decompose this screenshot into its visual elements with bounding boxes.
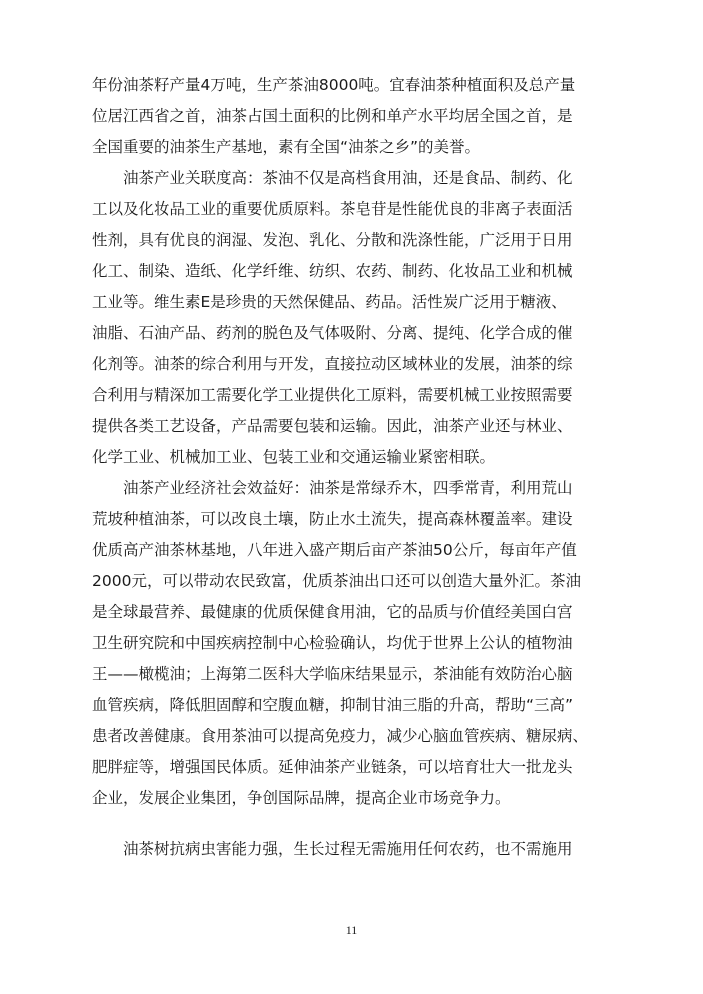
text-line: 化工、制染、造纸、化学纤维、纺织、农药、制药、化妆品工业和机械	[92, 262, 573, 280]
text-line: 性剂，具有优良的润湿、发泡、乳化、分散和洗涤性能，广泛用于日用	[92, 231, 573, 249]
text-line: 荒坡种植油茶，可以改良土壤，防止水土流失，提高森林覆盖率。建设	[92, 510, 573, 528]
text-line: 优质高产油茶林基地，八年进入盛产期后亩产茶油50公斤，每亩年产值	[92, 541, 577, 559]
text-line: 油茶树抗病虫害能力强，生长过程无需施用任何农药，也不需施用	[92, 840, 573, 858]
text-line: 油脂、石油产品、药剂的脱色及气体吸附、分离、提纯、化学合成的催	[92, 324, 573, 342]
text-line: 油茶产业关联度高：茶油不仅是高档食用油，还是食品、制药、化	[92, 169, 573, 187]
page-number: 11	[345, 923, 358, 937]
text-line: 企业，发展企业集团，争创国际品牌，提高企业市场竞争力。	[92, 789, 511, 807]
text-line: 患者改善健康。食用茶油可以提高免疫力，减少心脑血管疾病、糖尿病、	[92, 727, 589, 745]
text-line: 合利用与精深加工需要化学工业提供化工原料，需要机械工业按照需要	[92, 386, 573, 404]
text-line: 位居江西省之首，油茶占国土面积的比例和单产水平均居全国之首，是	[92, 107, 573, 125]
text-line: 是全球最营养、最健康的优质保健食用油，它的品质与价值经美国白宫	[92, 603, 573, 621]
text-line: 提供各类工艺设备，产品需要包装和运输。因此，油茶产业还与林业、	[92, 417, 573, 435]
text-line: 王——橄榄油；上海第二医科大学临床结果显示，茶油能有效防治心脑	[92, 665, 573, 683]
body-text	[92, 70, 610, 865]
text-line: 化剂等。油茶的综合利用与开发，直接拉动区域林业的发展，油茶的综	[92, 355, 573, 373]
text-line: 油茶产业经济社会效益好：油茶是常绿乔木，四季常青，利用荒山	[92, 479, 573, 497]
text-line: 工以及化妆品工业的重要优质原料。茶皂苷是性能优良的非离子表面活	[92, 200, 573, 218]
text-line: 工业等。维生素E是珍贵的天然保健品、药品。活性炭广泛用于糖液、	[92, 293, 567, 311]
text-line: 卫生研究院和中国疾病控制中心检验确认，均优于世界上公认的植物油	[92, 634, 573, 652]
text-line: 血管疾病，降低胆固醇和空腹血糖，抑制甘油三脂的升高，帮助“三高”	[92, 696, 574, 714]
text-line: 化学工业、机械加工业、包装工业和交通运输业紧密相联。	[92, 448, 496, 466]
paragraph-gap	[92, 814, 610, 834]
text-line: 肥胖症等，增强国民体质。延伸油茶产业链条，可以培育壮大一批龙头	[92, 758, 573, 776]
text-line: 2000元，可以带动农民致富，优质茶油出口还可以创造大量外汇。茶油	[92, 572, 581, 590]
text-line: 全国重要的油茶生产基地，素有全国“油茶之乡”的美誉。	[92, 138, 481, 156]
text-line: 年份油茶籽产量4万吨，生产茶油8000吨。宜春油茶种植面积及总产量	[92, 76, 576, 94]
